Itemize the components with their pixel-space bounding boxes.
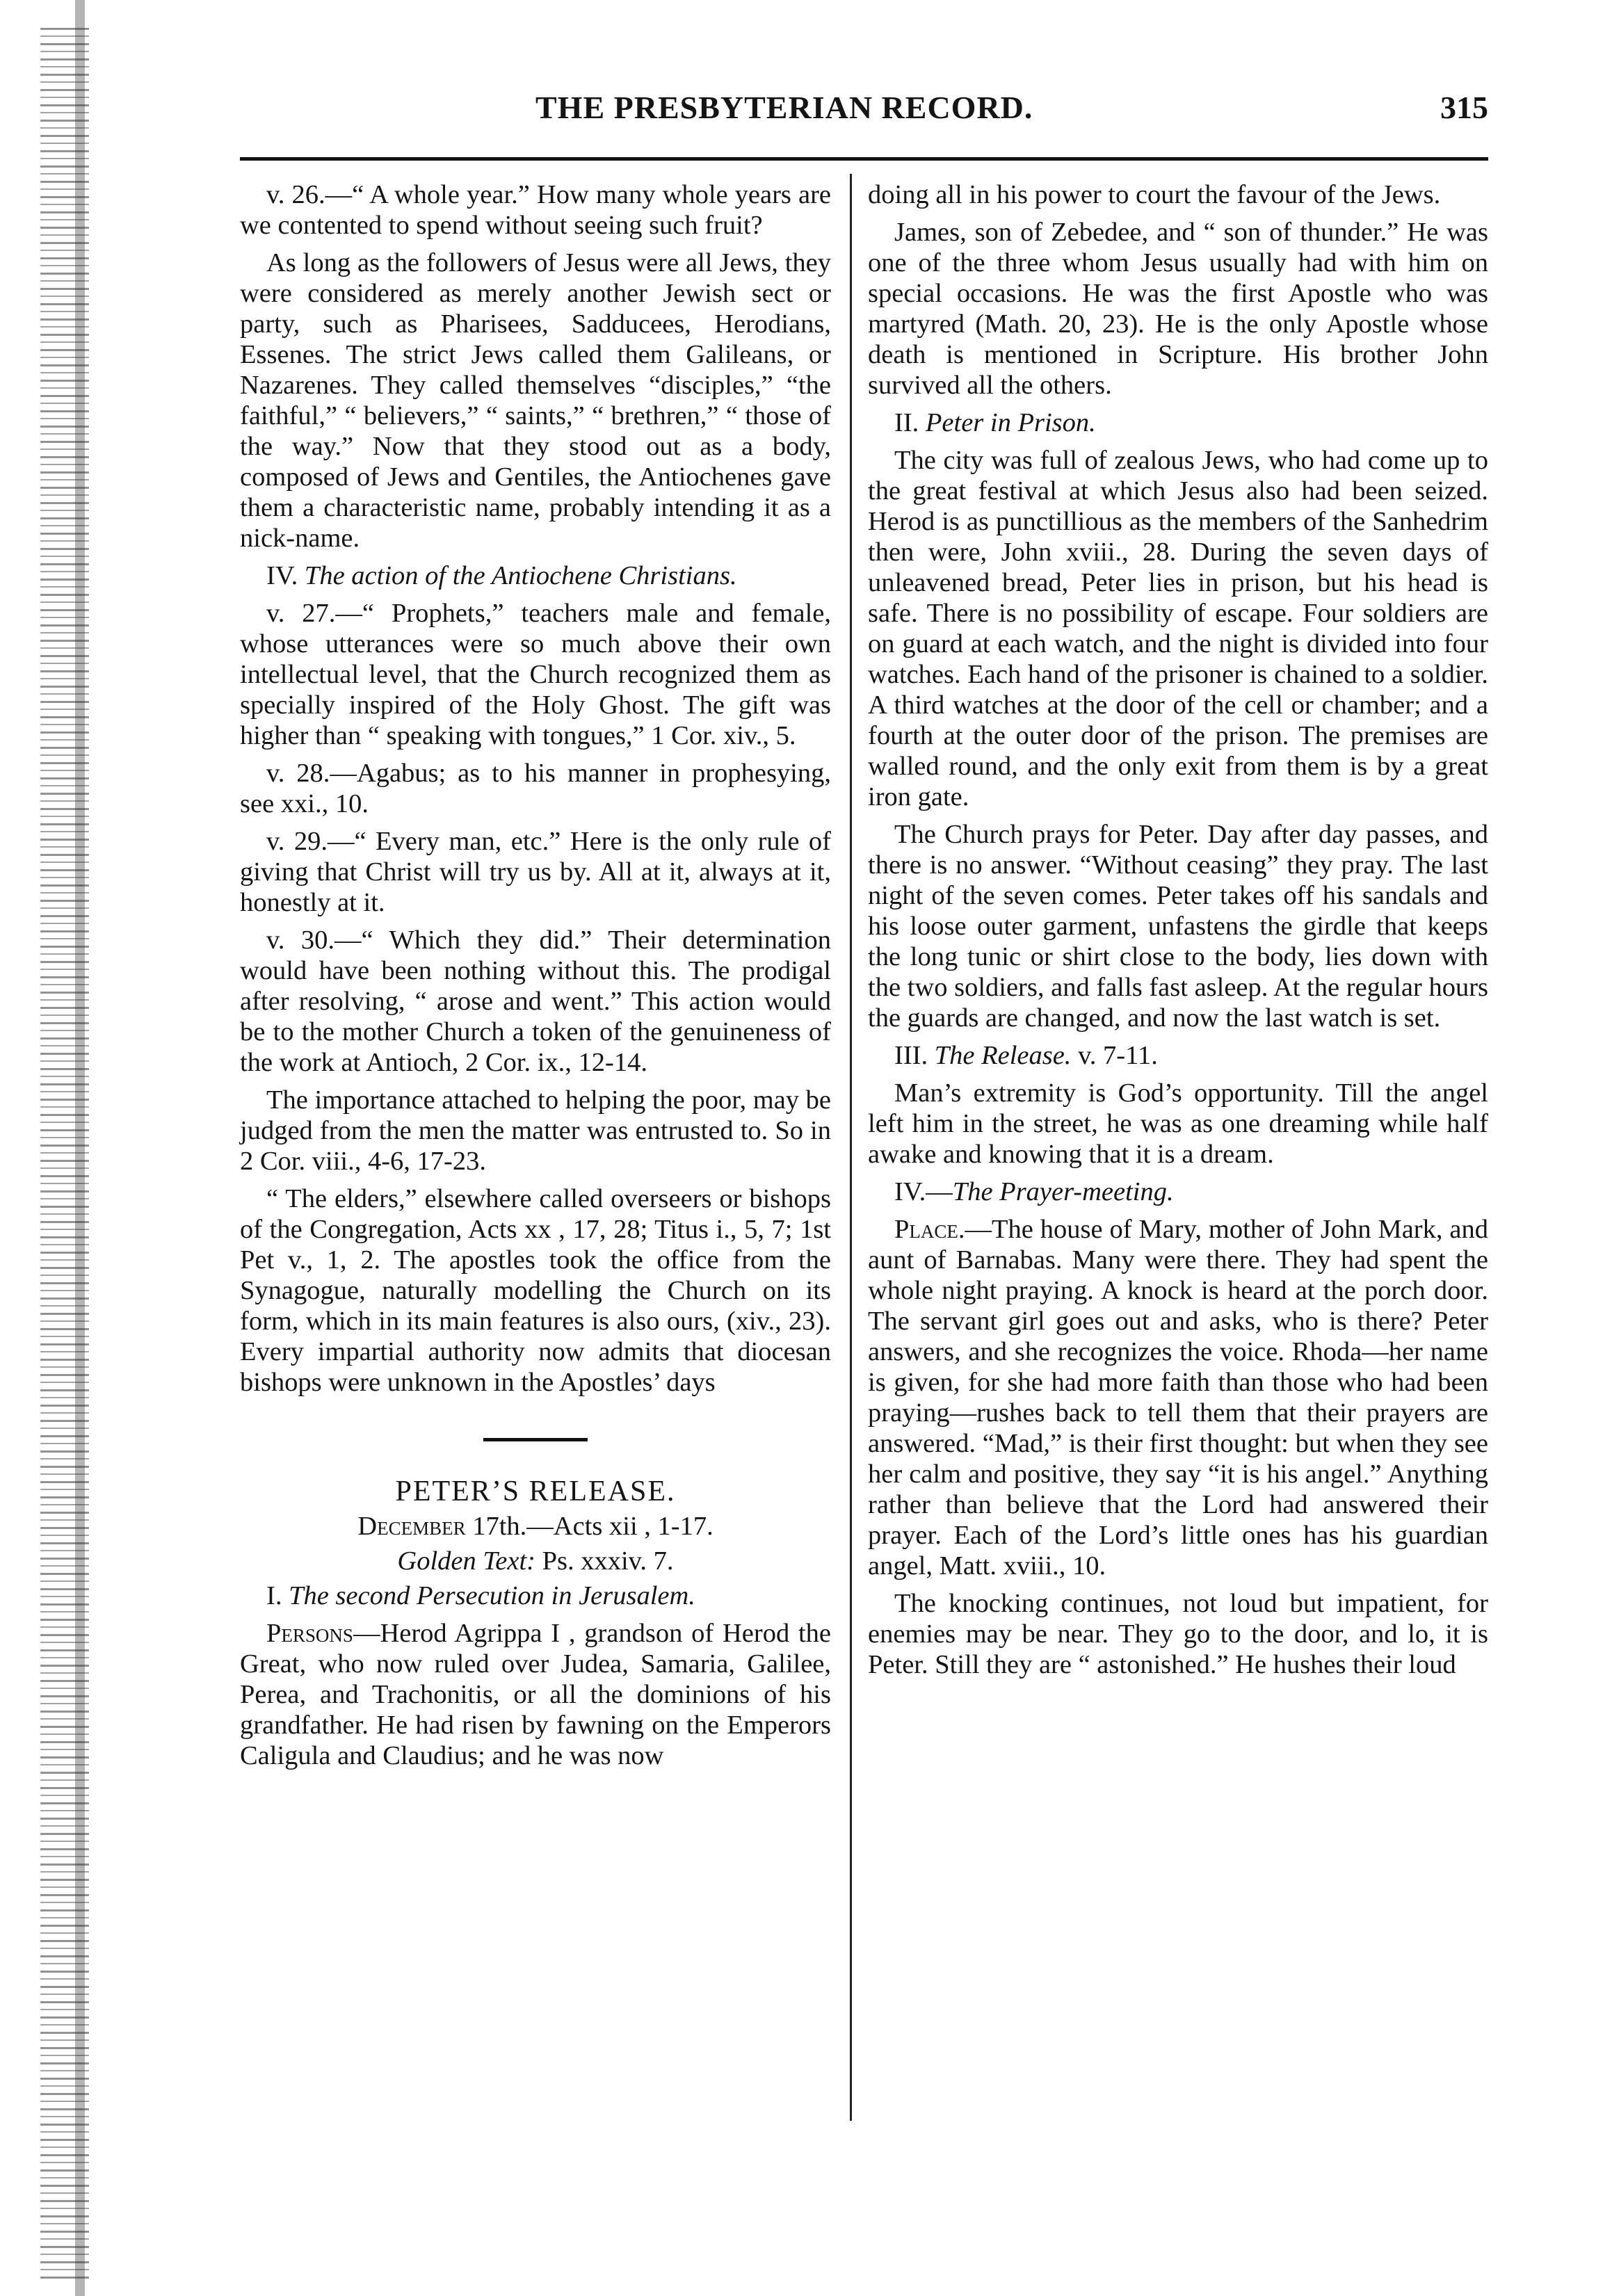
paragraph-place: [868, 1214, 1488, 1581]
place-text: —The house of Mary, mother of John Mark, and aunt of Barnabas. Many were there. They had spent the whole night praying. A knock is heard at the porch door. The servant girl goes out and asks, who is there? Peter answers, and she recognizes the voice. Rhoda—her name is given, for she had more faith than those who had been praying—rushes back to tell them that their prayers are answered. “Mad,” is their first thought: but when they see her calm and positive, they say “it is his angel.” Anything rather than believe that the Lord had answered their prayer. Each of the Lord’s little ones has his guardian angel, Matt. xviii., 10.: [868, 1215, 1488, 1580]
golden-text-label: Golden Text:: [397, 1546, 535, 1576]
persons-text: —Herod Agrippa I , grandson of Herod the Great, who now ruled over Judea, Samaria, Galilee, Perea, and Trachonitis, or all the dominions of his grandfather. He had risen by fawning on the Emperors Caligula and Claudius; and he was now: [240, 1619, 831, 1770]
paragraph-v29: v. 29.—“ Every man, etc.” Here is the only rule of giving that Christ will try us by. All at it, always at it, honestly at it.: [240, 827, 831, 917]
paragraph-importance: The importance attached to helping the poor, may be judged from the men the matter was entrusted to. So in 2 Cor. viii., 4-6, 17-23.: [240, 1085, 832, 1176]
paragraph-city: The city was full of zealous Jews, who had come up to the great festival at which Jesus also had been seized. Herod is as punctillious as the members of the Sanhedrim then were, John xviii., 28. During the seven days of unleavened bread, Peter lies in prison, but his head is safe. There is no possibility of escape. Four soldiers are on guard at each watch, and the night is divided into four watches. Each hand of the prisoner is chained to a soldier. A third watches at the door of the cell or chamber; and a fourth at the outer door of the prison. The premises are walled round, and the only exit from them is by a great iron gate.: [868, 446, 1488, 811]
section-iv-heading: [240, 560, 831, 591]
lesson-date-rest: 17th.—Acts xii , 1-17.: [472, 1512, 714, 1541]
paragraph-v28: v. 28.—Agabus; as to his manner in prophesying, see xxi., 10.: [240, 759, 831, 818]
section-number: IV.—: [894, 1177, 953, 1206]
left-column: [240, 179, 831, 1778]
section-ii-heading: [868, 407, 1488, 438]
paragraph-church-prays: The Church prays for Peter. Day after day passes, and there is no answer. “Without ceasing” they pray. The last night of the seven comes. Peter takes off his sandals and his loose outer garment, unfastens the girdle that keeps the long tunic or shirt close to the body, lies down with the two soldiers, and falls fast asleep. At the regular hours the guards are changed, and now the last watch is set.: [868, 820, 1488, 1033]
page-number: 315: [1440, 90, 1488, 125]
lesson-date: [240, 1511, 831, 1542]
paragraph-followers: As long as the followers of Jesus were all Jews, they were considered as merely another Jewish sect or party, such as Pharisees, Sadducees, Herodians, Essenes. The strict Jews called them Galileans, or Nazarenes. They called themselves “disciples,” “the faithful,” “ believers,” “ saints,” “ brethren,” “ those of the way.” Now that they stood out as a body, composed of Jews and Gentiles, the Antiochenes gave them a characteristic name, probably intending it as a nick-name.: [240, 248, 831, 553]
section-title: The Release.: [934, 1041, 1072, 1070]
section-number: I.: [266, 1581, 282, 1610]
section-number: IV.: [266, 561, 298, 590]
section-i-heading: [240, 1580, 831, 1611]
paragraph-extremity: Man’s extremity is God’s opportunity. Till the angel left him in the street, he was as one dreaming while half awake and knowing that it is a dream.: [868, 1078, 1488, 1169]
paragraph-james: James, son of Zebedee, and “ son of thunder.” He was one of the three whom Jesus usually had with him on special occasions. He was the first Apostle who was martyred (Math. 20, 23). He is the only Apostle whose death is mentioned in Scripture. His brother John survived all the others.: [868, 218, 1488, 400]
paragraph-v27: v. 27.—“ Prophets,” teachers male and female, whose utterances were so much above their own intellectual level, that the Church recognized them as specially inspired of the Holy Ghost. The gift was higher than “ speaking with tongues,” 1 Cor. xiv., 5.: [240, 599, 831, 750]
place-label: Place.: [894, 1215, 965, 1244]
header-rule: [240, 157, 1488, 161]
running-header: [236, 89, 1488, 138]
section-iv-heading: [868, 1177, 1488, 1207]
lesson-title: PETER’S RELEASE.: [395, 1476, 676, 1507]
section-iii-heading: [868, 1040, 1488, 1071]
journal-title: THE PRESBYTERIAN RECORD.: [535, 90, 1033, 125]
section-verses: v. 7-11.: [1071, 1041, 1158, 1070]
paragraph-v30: v. 30.—“ Which they did.” Their determination would have been nothing without this. The prodigal after resolving, “ arose and went.” This action would be to the mother Church a token of the genuineness of the work at Antioch, 2 Cor. ix., 12-14.: [240, 925, 831, 1077]
section-title: Peter in Prison.: [925, 408, 1096, 437]
section-title: The Prayer-meeting.: [952, 1177, 1174, 1206]
column-divider: [850, 174, 852, 2121]
section-title: The action of the Antiochene Christians.: [304, 561, 737, 590]
golden-text-ref: Ps. xxxiv. 7.: [542, 1546, 674, 1576]
paragraph-knocking: The knocking continues, not loud but impatient, for enemies may be near. They go to the door, and lo, it is Peter. Still they are “ astonished.” He hushes their loud: [868, 1589, 1488, 1679]
section-number: III.: [894, 1041, 928, 1070]
paragraph-continued: doing all in his power to court the favour of the Jews.: [868, 180, 1441, 209]
section-divider: [483, 1438, 588, 1441]
binding-shadow: [75, 0, 85, 2296]
paragraph-elders: “ The elders,” elsewhere called overseers or bishops of the Congregation, Acts xx , 17, 28; Titus i., 5, 7; 1st Pet v., 1, 2. The apostles took the office from the Synagogue, naturally modelling the Church on its form, which in its main features is also ours, (xiv., 23). Every impartial authority now admits that diocesan bishops were unknown in the Apostles’ days: [240, 1184, 831, 1397]
persons-label: Persons: [266, 1619, 353, 1648]
golden-text: [240, 1546, 831, 1576]
section-number: II.: [894, 408, 919, 437]
right-column: [868, 179, 1488, 1687]
paragraph-v26: v. 26.—“ A whole year.” How many whole years are we contented to spend without seeing such fruit?: [240, 180, 831, 240]
paragraph-persons: [240, 1618, 831, 1771]
lesson-date-label: December: [357, 1512, 466, 1541]
section-title: The second Persecution in Jerusalem.: [289, 1581, 695, 1610]
